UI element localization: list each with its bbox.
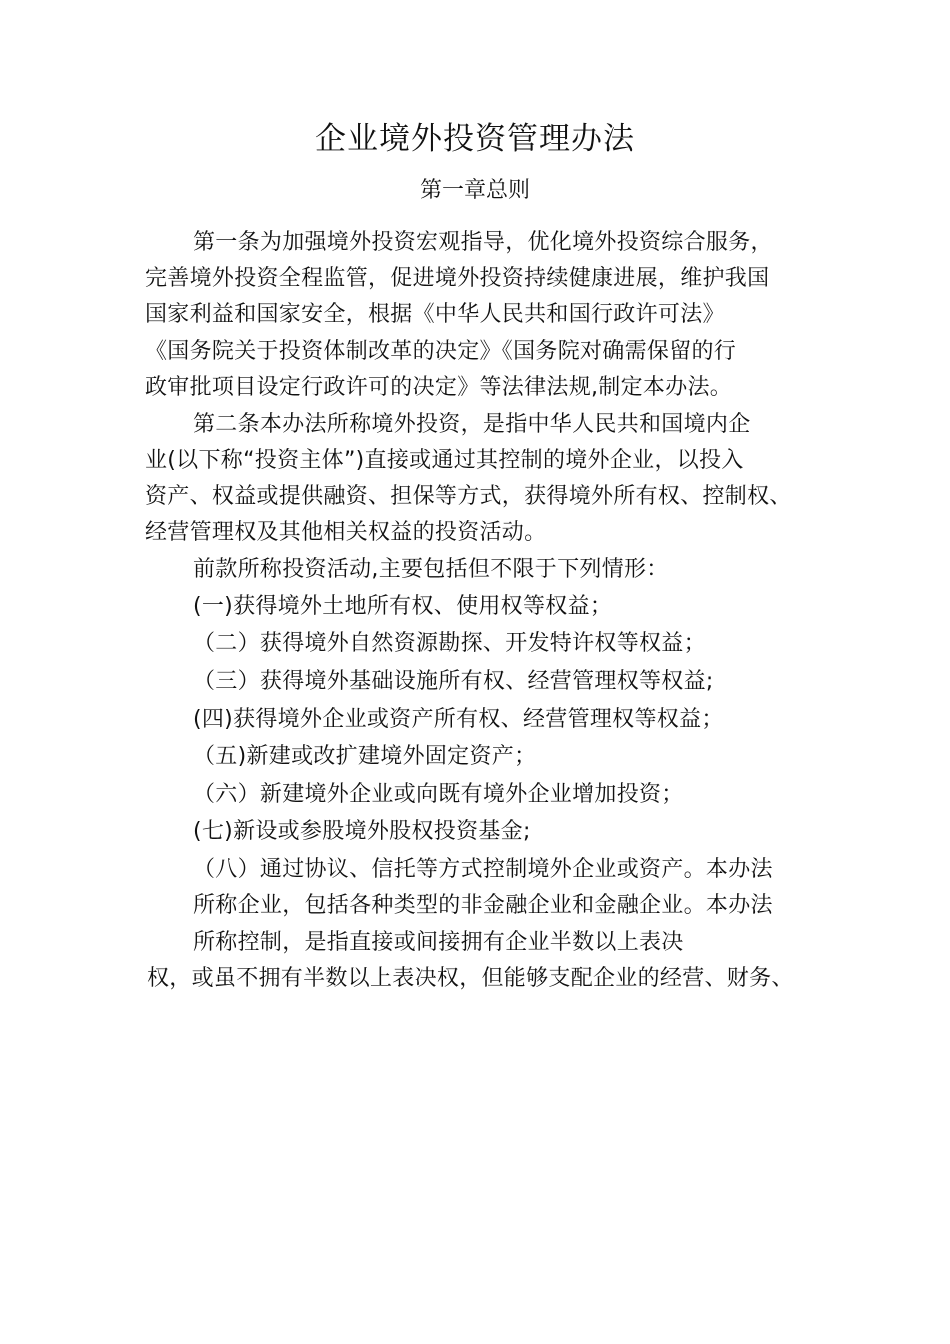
body-line: 所称控制，是指直接或间接拥有企业半数以上表决: [193, 930, 684, 955]
body-line: 完善境外投资全程监管，促进境外投资持续健康进展，维护我国: [145, 266, 770, 291]
body-line: 《国务院关于投资体制改革的决定》《国务院对确需保留的行: [145, 339, 737, 364]
list-item: （六）新建境外企业或向既有境外企业增加投资；: [193, 782, 684, 807]
body-line: 政审批项目设定行政许可的决定》等法律法规,制定本办法。: [145, 375, 733, 400]
list-item: （五)新建或改扩建境外固定资产；: [193, 744, 537, 769]
body-line: 业(以下称“投资主体”)直接或通过其控制的境外企业，以投入: [145, 448, 744, 473]
list-item: (七)新设或参股境外股权投资基金;: [193, 819, 531, 844]
body-line: 资产、权益或提供融资、担保等方式，获得境外所有权、控制权、: [145, 484, 792, 509]
body-line: 前款所称投资活动,主要包括但不限于下列情形：: [193, 557, 669, 582]
document-title: 企业境外投资管理办法: [315, 121, 635, 157]
body-line: 国家利益和国家安全，根据《中华人民共和国行政许可法》: [145, 302, 725, 327]
body-line: 所称企业，包括各种类型的非金融企业和金融企业。本办法: [193, 893, 773, 918]
list-item: （八）通过协议、信托等方式控制境外企业或资产。本办法: [193, 857, 773, 882]
list-item: (四)获得境外企业或资产所有权、经营管理权等权益；: [193, 707, 724, 732]
list-item: (一)获得境外土地所有权、使用权等权益；: [193, 594, 613, 619]
body-line: 经营管理权及其他相关权益的投资活动。: [145, 520, 547, 545]
body-line: 权，或虽不拥有半数以上表决权，但能够支配企业的经营、财务、: [147, 966, 794, 991]
list-item: （二）获得境外自然资源勘探、开发特许权等权益；: [193, 631, 706, 656]
list-item: （三）获得境外基础设施所有权、经营管理权等权益;: [193, 669, 714, 694]
chapter-heading: 第一章总则: [419, 178, 530, 203]
body-line: 第二条本办法所称境外投资，是指中华人民共和国境内企: [193, 412, 751, 437]
body-line: 第一条为加强境外投资宏观指导，优化境外投资综合服务，: [193, 230, 773, 255]
